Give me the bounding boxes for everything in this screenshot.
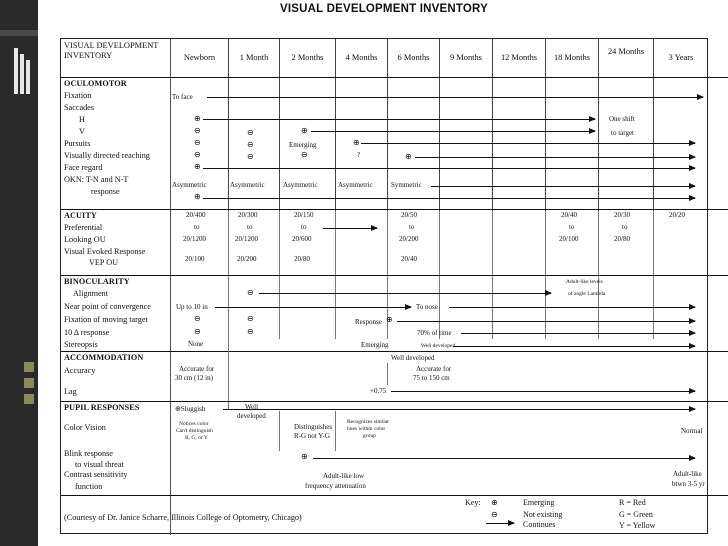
acuity-value: 20/200 [399, 235, 419, 243]
continues-arrow [486, 523, 514, 524]
cell-text: Asymmetric [172, 181, 207, 189]
key-label: Key: [465, 498, 481, 507]
continues-arrow [449, 307, 695, 308]
col-header: 9 Months [450, 53, 482, 62]
col-header: 2 Months [291, 53, 324, 62]
cell-text: developed [237, 412, 266, 420]
section-oculomotor: OCULOMOTOR [64, 79, 127, 88]
emerging-icon: ⊕ [194, 192, 201, 201]
section-binocularity: BINOCULARITY [64, 277, 130, 286]
cell-text: hues within color [347, 426, 386, 432]
not-existing-icon: ⊖ [247, 140, 254, 149]
cell-text: to [409, 223, 415, 231]
cell-text: R-G not Y-G [294, 432, 330, 440]
cell-text: One shift [609, 115, 635, 123]
key-red: R = Red [619, 498, 646, 507]
cell-text: Asymmetric [283, 181, 318, 189]
cell-text: 75 to 150 cm [413, 374, 450, 382]
acuity-value: 20/40 [561, 211, 577, 219]
cell-text: frequency attenuation [305, 482, 366, 490]
cell-text: Normal [681, 427, 703, 435]
accommodation-divider [228, 351, 229, 401]
section-divider [61, 209, 728, 210]
cell-text: to [301, 223, 307, 231]
not-existing-icon: ⊖ [491, 510, 498, 519]
key-not-existing: Not existing [523, 510, 563, 519]
cell-text: Sluggish [180, 405, 206, 413]
continues-arrow [323, 228, 377, 229]
cell-text: group [363, 433, 376, 439]
section-divider [61, 401, 728, 402]
acuity-value: 20/30 [614, 211, 630, 219]
accommodation-divider [387, 363, 388, 385]
cell-text: to target [611, 129, 635, 137]
cell-text: Adult-like [673, 470, 702, 478]
emerging-icon: ⊕ [175, 405, 181, 413]
row-label: 10 Δ response [64, 328, 110, 337]
page-title: VISUAL DEVELOPMENT INVENTORY [280, 3, 488, 15]
not-existing-icon: ⊖ [247, 152, 254, 161]
row-label: Accuracy [64, 366, 96, 375]
color-divider [335, 411, 336, 451]
continues-arrow [453, 346, 695, 347]
col-divider [279, 39, 280, 211]
row-label: Fixation of moving target [64, 315, 148, 324]
row-label: response [91, 187, 120, 196]
col-divider [170, 39, 171, 535]
cell-text: Can't distinguish [176, 428, 213, 434]
continues-arrow [215, 307, 411, 308]
continues-arrow [259, 293, 551, 294]
not-existing-icon: ⊖ [194, 126, 201, 135]
cell-text: To nose [416, 303, 438, 311]
cell-text: Recognizes similar [347, 419, 390, 425]
continues-arrow [415, 157, 695, 158]
slide-page [40, 0, 728, 546]
emerging-icon: ⊕ [405, 152, 412, 161]
acuity-value: 20/600 [292, 235, 312, 243]
col-divider [228, 39, 229, 211]
row-label: H [79, 115, 85, 124]
emerging-icon: ⊕ [194, 114, 201, 123]
acuity-value: 20/100 [559, 235, 579, 243]
key-emerging: Emerging [523, 498, 555, 507]
acuity-value: 20/1200 [183, 235, 206, 243]
acuity-value: 20/80 [294, 255, 310, 263]
continues-arrow [461, 333, 695, 334]
row-label: Fixation [64, 91, 92, 100]
cell-text: Response [355, 318, 382, 326]
not-existing-icon: ⊖ [247, 314, 254, 323]
emerging-icon: ⊕ [301, 126, 308, 135]
continues-arrow [203, 198, 695, 199]
cell-text: Adult-like levels [566, 279, 603, 285]
not-existing-icon: ⊖ [301, 150, 308, 159]
cell-text: 30 cm (12 in) [175, 374, 213, 382]
continues-arrow [313, 458, 695, 459]
color-divider [279, 411, 280, 451]
header-row-label: VISUAL DEVELOPMENT INVENTORY [64, 41, 159, 60]
col-divider [387, 39, 388, 211]
continues-arrow [397, 321, 695, 322]
row-label: Near point of convergence [64, 302, 151, 311]
row-label: Stereopsis [64, 340, 98, 349]
cell-text: Notices color [179, 421, 209, 427]
col-header: Newborn [183, 53, 216, 62]
continues-arrow [223, 409, 695, 410]
continues-arrow [361, 143, 695, 144]
row-label: function [75, 482, 103, 491]
cell-text: Adult-like low [323, 472, 365, 480]
cell-text: Emerging [361, 341, 389, 349]
not-existing-icon: ⊖ [247, 128, 254, 137]
decor-bars [14, 48, 30, 94]
col-header: 1 Month [239, 53, 269, 62]
acuity-value: 20/80 [614, 235, 630, 243]
continues-arrow [431, 186, 695, 187]
row-label: Color Vision [64, 423, 106, 432]
cell-text: Symmetric [391, 181, 422, 189]
cell-text: btwn 3-5 yr [672, 480, 705, 488]
continues-arrow [203, 119, 595, 120]
cell-text: to [622, 223, 628, 231]
acuity-value: 20/1200 [235, 235, 258, 243]
acuity-value: 20/150 [294, 211, 314, 219]
cell-text: To face [172, 93, 193, 101]
acuity-value: 20/400 [186, 211, 206, 219]
section-divider [61, 351, 728, 352]
acuity-value: 20/20 [669, 211, 685, 219]
cell-text: to [247, 223, 253, 231]
key-continues: Continues [523, 520, 556, 529]
section-divider [61, 495, 728, 496]
cell-text: to [569, 223, 575, 231]
continues-arrow [207, 97, 703, 98]
row-label: V [79, 127, 85, 136]
header-divider [61, 77, 728, 78]
cell-text: Asymmetric [338, 181, 373, 189]
not-existing-icon: ⊖ [247, 327, 254, 336]
continues-arrow [311, 131, 595, 132]
courtesy-note: (Courtesy of Dr. Janice Scharre, Illinois College of Optometry, Chicago) [64, 513, 302, 522]
sidebar-stripe [0, 30, 38, 36]
emerging-icon: ⊕ [301, 452, 308, 461]
key-green: G = Green [619, 510, 653, 519]
cell-text: Asymmetric [230, 181, 265, 189]
row-label: OKN: T-N and N-T [64, 175, 129, 184]
row-label: Looking OU [64, 235, 106, 244]
col-header: 6 Months [397, 53, 430, 62]
row-label: Visually directed reaching [64, 151, 150, 160]
not-existing-icon: ⊖ [247, 288, 254, 297]
col-header: 24 Months [607, 47, 645, 56]
continues-arrow [203, 168, 695, 169]
not-existing-icon: ⊖ [194, 327, 201, 336]
cell-text: Distinguishes [294, 423, 333, 431]
row-label: Contrast sensitivity [64, 470, 128, 479]
col-header: 4 Months [345, 53, 378, 62]
cell-text: +0.75 [370, 387, 387, 395]
row-label: Saccades [64, 103, 95, 112]
cell-text: Accurate for [416, 365, 452, 373]
row-label: Preferential [64, 223, 103, 232]
row-label: VEP OU [89, 258, 119, 267]
col-divider [335, 39, 336, 211]
col-header: 3 Years [668, 53, 694, 62]
row-label: Visual Evoked Response [64, 247, 146, 256]
key-yellow: Y = Yellow [619, 521, 656, 530]
cell-text [175, 405, 205, 414]
acuity-value: 20/40 [401, 255, 417, 263]
row-label: Alignment [73, 289, 109, 298]
cell-text: Well developed [391, 354, 435, 362]
row-label: Lag [64, 387, 77, 396]
cell-text: Accurate for [179, 365, 215, 373]
cell-text: Well developed [421, 343, 456, 349]
section-accommodation: ACCOMMODATION [64, 353, 144, 362]
cell-text: R, G, or Y [185, 435, 208, 441]
cell-text: to [194, 223, 200, 231]
inventory-table [60, 38, 708, 534]
cell-text: Emerging [289, 141, 317, 149]
col-header: 18 Months [553, 53, 591, 62]
continues-arrow [391, 391, 695, 392]
acuity-value: 20/100 [185, 255, 205, 263]
row-label: Blink response [64, 449, 113, 458]
not-existing-icon: ⊖ [194, 150, 201, 159]
cell-text: Well [245, 403, 259, 411]
section-acuity: ACUITY [64, 211, 97, 220]
section-pupil: PUPIL RESPONSES [64, 403, 140, 412]
emerging-icon: ⊕ [386, 315, 393, 324]
row-label: Face regard [64, 163, 103, 172]
cell-text: ? [357, 151, 361, 159]
emerging-icon: ⊕ [491, 498, 498, 507]
acuity-value: 20/200 [237, 255, 257, 263]
not-existing-icon: ⊖ [194, 138, 201, 147]
row-label: Pursuits [64, 139, 91, 148]
cell-text: Up to 10 in [176, 303, 208, 311]
cell-text: None [188, 340, 204, 348]
col-header: 12 Months [500, 53, 538, 62]
acuity-value: 20/300 [238, 211, 258, 219]
cell-text: of angle Lambda [568, 291, 606, 297]
section-divider [61, 275, 728, 276]
cell-text: 70% of time [417, 329, 452, 337]
not-existing-icon: ⊖ [194, 314, 201, 323]
emerging-icon: ⊕ [194, 162, 201, 171]
emerging-icon: ⊕ [353, 138, 360, 147]
acuity-value: 20/50 [401, 211, 417, 219]
row-label: to visual threat [75, 460, 124, 469]
